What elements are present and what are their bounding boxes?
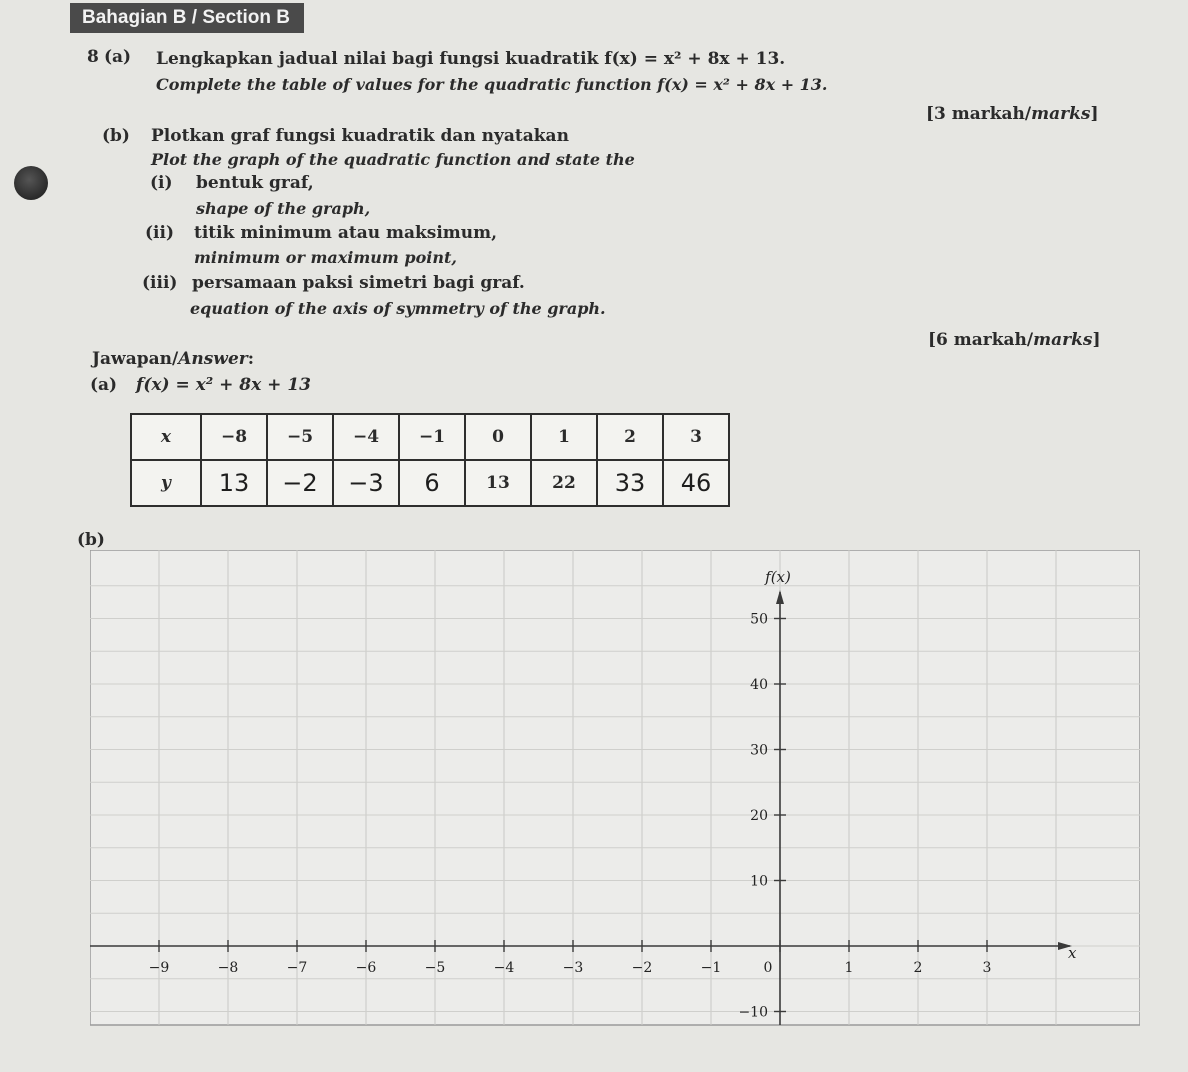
item-iii-number: (iii): [142, 273, 178, 293]
answer-part-b-label: (b): [77, 530, 105, 550]
part-b-label: (b): [102, 126, 130, 146]
table-row-x: [131, 414, 729, 460]
x-tick-label: −2: [631, 960, 653, 976]
y-tick-label: 40: [750, 677, 768, 693]
part-b-malay-text: Plotkan graf fungsi kuadratik dan nyatakan: [151, 126, 569, 146]
y-value-handwritten[interactable]: −2: [267, 460, 333, 506]
x-tick-label: −8: [217, 960, 239, 976]
x-tick-label: 1: [844, 960, 854, 976]
y-value-handwritten[interactable]: −3: [333, 460, 399, 506]
table-row-y: [131, 460, 729, 506]
x-tick-label: −7: [286, 960, 308, 976]
answer-label: Jawapan/Answer:: [92, 349, 254, 369]
x-value: −8: [201, 414, 267, 460]
x-tick-label: 2: [913, 960, 923, 976]
graph-paper[interactable]: [90, 550, 1140, 1030]
section-header: Bahagian B / Section B: [70, 3, 304, 33]
y-value-handwritten[interactable]: 33: [597, 460, 663, 506]
y-tick-label: −10: [738, 1004, 768, 1021]
y-value: 22: [531, 460, 597, 506]
part-a-malay-text: Lengkapkan jadual nilai bagi fungsi kuadratik f(x) = x² + 8x + 13.: [156, 49, 786, 69]
part-b-english-text: Plot the graph of the quadratic function and state the: [151, 150, 635, 169]
x-value: 0: [465, 414, 531, 460]
y-tick-label: 50: [750, 611, 768, 628]
x-tick-label: −4: [493, 960, 515, 976]
x-header: x: [131, 414, 201, 460]
y-value: 13: [465, 460, 531, 506]
y-value-handwritten[interactable]: 13: [201, 460, 267, 506]
y-header: y: [131, 460, 201, 506]
item-iii-english: equation of the axis of symmetry of the graph.: [190, 299, 606, 318]
x-tick-label: −3: [562, 960, 584, 976]
x-axis-label: x: [1068, 944, 1077, 962]
binder-hole: [14, 166, 48, 200]
part-a-marks: [3 markah/marks]: [926, 104, 1099, 124]
item-i-number: (i): [150, 173, 173, 193]
y-tick-label: 10: [750, 873, 768, 890]
x-value: 2: [597, 414, 663, 460]
y-value-handwritten[interactable]: 6: [399, 460, 465, 506]
x-tick-label: −5: [424, 960, 446, 976]
answer-function: f(x) = x² + 8x + 13: [136, 375, 311, 395]
item-i-malay: bentuk graf,: [196, 173, 314, 193]
table-of-values: [130, 413, 730, 507]
part-a-english-text: Complete the table of values for the quadratic function f(x) = x² + 8x + 13.: [156, 75, 828, 94]
x-value: −5: [267, 414, 333, 460]
y-tick-label: 30: [750, 742, 768, 759]
x-value: 1: [531, 414, 597, 460]
item-ii-number: (ii): [145, 223, 175, 243]
y-value-handwritten[interactable]: 46: [663, 460, 729, 506]
x-tick-label: −6: [355, 960, 377, 976]
item-iii-malay: persamaan paksi simetri bagi graf.: [192, 273, 525, 293]
x-tick-label: −9: [148, 960, 170, 976]
x-value: 3: [663, 414, 729, 460]
part-b-marks: [6 markah/marks]: [928, 330, 1101, 350]
x-value: −1: [399, 414, 465, 460]
question-number: 8: [87, 47, 99, 67]
x-tick-label: 3: [982, 960, 992, 976]
y-tick-label: 20: [750, 808, 768, 824]
graph-paper-background: [90, 550, 1140, 1025]
item-ii-malay: titik minimum atau maksimum,: [194, 223, 498, 243]
answer-part-a-label: (a): [90, 375, 118, 395]
x-tick-label: 0: [763, 960, 773, 976]
x-value: −4: [333, 414, 399, 460]
item-i-english: shape of the graph,: [196, 199, 371, 218]
part-a-label: (a): [104, 47, 132, 67]
y-axis-label: f(x): [765, 568, 791, 586]
item-ii-english: minimum or maximum point,: [194, 248, 457, 267]
x-tick-label: −1: [700, 960, 722, 976]
